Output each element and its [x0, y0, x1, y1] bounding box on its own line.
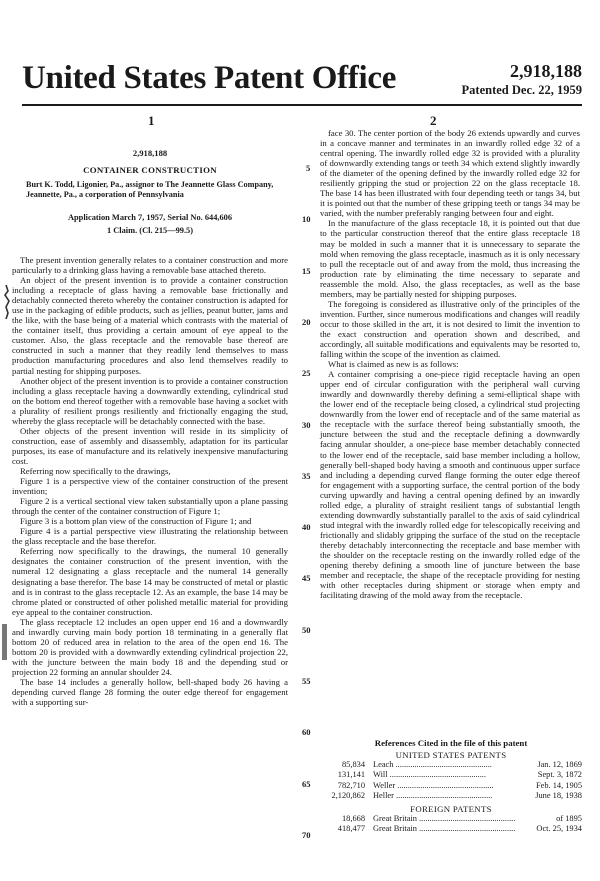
- header-rule: [22, 104, 582, 106]
- claim-line: 1 Claim. (Cl. 215—99.5): [106, 226, 194, 235]
- column-1-paragraph: Figure 4 is a partial perspective view illustrating the relationship between the glass receptacle and the base therefor.: [12, 526, 288, 547]
- reference-name: Heller .....: [373, 791, 533, 801]
- references-heading: References Cited in the file of this patent: [374, 738, 528, 748]
- line-number: 35: [302, 470, 311, 481]
- line-number: 20: [302, 316, 311, 327]
- application-line: Application March 7, 1957, Serial No. 644,606: [67, 213, 233, 222]
- reference-date: Jan. 12, 1869: [537, 760, 582, 769]
- column-1-text: [12, 255, 288, 707]
- reference-name: Will .....: [373, 770, 536, 780]
- line-number: 55: [302, 676, 311, 686]
- line-number: 5: [306, 163, 311, 173]
- reference-number: 18,668: [341, 813, 365, 823]
- scan-margin-mark: [3, 285, 10, 319]
- references-cited: [320, 738, 582, 834]
- line-number: 25: [302, 368, 311, 379]
- reference-name: Great Britain .....: [373, 824, 534, 834]
- column-2-paragraph: What is claimed as new is as follows:: [328, 359, 459, 370]
- reference-name: Weller .....: [373, 781, 534, 791]
- column-1-paragraph: Referring now specifically to the drawings,: [20, 465, 171, 476]
- invention-title: CONTAINER CONSTRUCTION: [83, 165, 217, 175]
- column-1-paragraph: Figure 3 is a bottom plan view of the construction of Figure 1; and: [20, 516, 252, 527]
- line-number: 70: [302, 829, 311, 840]
- reference-row: [320, 824, 582, 834]
- line-number: 65: [302, 778, 311, 789]
- column-2-paragraph: face 30. The center portion of the body 26 extends upwardly and curves in a concave manner and terminates in an inwardly rolled edge 32 of a central opening. The inwardly rolled edge 32 is provided with a plurality of downwardly extending tangs or teeth 34 which extend slightly inwardly of the diameter of the opening defined by the inwardly rolled edge 32 for resiliently gripping the stud or projection 22 on the glass receptacle 18. The base 14 has been illustrated with four depending teeth or tangs 34, but it is pointed out that the number of these gripping teeth or tangs 34 may be varied, with the number preferably ranging between four and eight.: [320, 128, 580, 219]
- line-number: 45: [302, 573, 311, 584]
- column-1-paragraph: The glass receptacle 12 includes an open upper end 16 and a downwardly and inwardly curving main body portion 18 terminating in a generally flat bottom 20 of reduced area in relation to the area of the open end 16. The bottom 20 is provided with a downwardly extending cylindrical projection 22, with the juncture between the main body 18 and the depending stud or projection 22 forming an annular shoulder 24.: [12, 616, 288, 677]
- column-1-paragraph: Another object of the present invention is to provide a container construction including a glass receptacle having a downwardly extending, cylindrical stud on the bottom end thereof together with a removable base having a socket with a plurality of resilient prongs resiliently and frictionally engaging the stud, whereby the glass receptacle will be detachably connected with the base.: [12, 375, 288, 426]
- column-1-paragraph: The present invention generally relates to a container construction and more particularly to a drinking glass having a removable base attached thereto.: [12, 255, 288, 276]
- reference-row: [320, 814, 582, 824]
- reference-name: Leach .....: [373, 760, 535, 770]
- foreign-patents-list: [320, 814, 582, 835]
- line-number: 60: [302, 727, 311, 738]
- line-number: 15: [302, 265, 311, 276]
- reference-date: Sept. 3, 1872: [537, 770, 582, 780]
- column-1-paragraph: Figure 1 is a perspective view of the container construction of the present invention;: [12, 476, 288, 497]
- patent-number: 2,918,188: [510, 61, 582, 81]
- column-number-1: 1: [148, 113, 155, 128]
- reference-number: 2,120,862: [331, 791, 365, 801]
- reference-date: of 1895: [556, 813, 582, 823]
- line-number: 40: [302, 522, 311, 533]
- column-1-paragraph: Figure 2 is a vertical sectional view taken substantially upon a plane passing through the center of the container construction of Figure 1;: [12, 496, 288, 517]
- column-2-paragraph: A container comprising a one-piece rigid receptacle having an open upper end of circular configuration with the peripheral wall curving inwardly and downwardly thereby defining a semi-elliptical shape with the lower end of the receptacle being closed, a cylindrical stud projecting downwardly from the lower end of receptacle and of the same material as the receptacle with the surface thereof being substantially smooth, the juncture between the stud and the receptacle defining a downwardly facing annular shoulder, a one-piece base member detachably connected to the lower end of the receptacle, said base member including a hollow, generally bell-shaped body having a smooth and continuous upper surface and including a depending curved flange forming the outer edge thereof for engagement with a supporting surface, the central portion of the body curving upwardly and having a central opening defined by an inwardly rolled edge, a plurality of straight resilient tangs of substantial length extending downwardly substantially parallel to the axis of said cylindrical stud integral with the inwardly rolled edge for telescopically receiving and frictionally and slidably gripping the surface of the stud on the receptacle thereby detachably interconnecting the receptacle and base member with the shoulder on the receptacle resting on the inwardly rolled edge of the opening thereby defining a smooth line of juncture between the base member and receptacle, the shape of the receptacle providing for nesting with other receptacles during shipment or storage when empty and facilitating drawing of the mold away from the receptacle.: [320, 369, 580, 601]
- column-1-paragraph: An object of the present invention is to provide a container construction including a receptacle of glass having a removable base frictionally and detachably connected thereto whereby the container construction is adapted for use in the packaging of edible products, such as jellies, peanut butter, jams and the like, with the base being of a material which contrasts with the material of the container itself, thus providing a certain amount of eye appeal to the customer. Also, the glass receptacle and the removable base thereof are constructed in such a manner that they readily lend themselves to mass production manufacturing procedures and also lend themselves readily to partial nesting for shipping purposes.: [12, 275, 288, 376]
- reference-row: [320, 770, 582, 780]
- reference-date: June 18, 1938: [535, 791, 582, 801]
- column-2-paragraph: In the manufacture of the glass receptacle 18, it is pointed out that due to the particular construction thereof that the entire glass receptacle 18 may be molded in such a manner that it is unnecessary to separate the mold when removing the glass receptacle, inasmuch as it is only necessary to pull the receptacle out of and away from the mold, thus increasing the production rate by eliminating the time necessary to separate and reassemble the mold. Also, the glass receptacles, as well as the base members, may be partially nested for shipping purposes.: [320, 218, 580, 299]
- reference-row: [320, 760, 582, 770]
- office-title: United States Patent Office: [22, 60, 397, 96]
- line-number: 10: [302, 214, 311, 225]
- column-2-text: [320, 128, 580, 600]
- column-1-paragraph: Other objects of the present invention will reside in its simplicity of construction, ease of assembly and disassembly, adaptation for its particular purposes, its ease of manufacture and its relatively inexpensive manufacturing cost.: [12, 425, 288, 466]
- patent-header: [22, 58, 582, 103]
- reference-name: Great Britain .....: [373, 814, 554, 824]
- line-number: 50: [302, 624, 311, 635]
- foreign-patents-heading: FOREIGN PATENTS: [410, 803, 492, 814]
- column-1-paragraph: The base 14 includes a generally hollow, bell-shaped body 26 having a depending curved flange 28 forming the outer edge thereof for engagement with a supporting sur-: [12, 676, 288, 708]
- reference-date: Feb. 14, 1905: [535, 780, 582, 790]
- reference-number: 131,141: [337, 770, 365, 780]
- front-patent-number: 2,918,188: [132, 148, 168, 158]
- column-number-2: 2: [430, 113, 437, 128]
- reference-number: 85,834: [341, 760, 365, 769]
- line-number: 30: [302, 419, 311, 430]
- us-patents-heading: UNITED STATES PATENTS: [395, 750, 507, 760]
- us-patents-list: [320, 760, 582, 802]
- reference-number: 418,477: [337, 824, 365, 834]
- reference-row: [320, 791, 582, 801]
- reference-date: Oct. 25, 1934: [536, 824, 582, 834]
- scan-margin-bar: [2, 624, 7, 660]
- inventor-block: Burt K. Todd, Ligonier, Pa., assignor to The Jeannette Glass Company, Jeannette, Pa., a corporation of Pennsylvania: [26, 180, 274, 199]
- reference-row: [320, 781, 582, 791]
- reference-number: 782,710: [337, 780, 365, 790]
- patented-date: Patented Dec. 22, 1959: [461, 83, 582, 97]
- column-2-paragraph: The foregoing is considered as illustrative only of the principles of the invention. Further, since numerous modifications and changes will readily occur to those skilled in the art, it is not desired to limit the invention to the exact construction and operation shown and described, and accordingly, all suitable modifications and equivalents may be resorted to, falling within the scope of the invention as claimed.: [320, 298, 580, 360]
- column-1-paragraph: Referring now specifically to the drawings, the numeral 10 generally designates the container construction of the present invention, with the numeral 12 designating a glass receptacle and the numeral 14 generally designating a base therefor. The base 14 may be constructed of metal or plastic and is in contrast to the glass receptacle 12. As an example, the base 14 may be chrome plated or constructed of other polished metallic material for providing eye appeal to the container construction.: [12, 546, 288, 617]
